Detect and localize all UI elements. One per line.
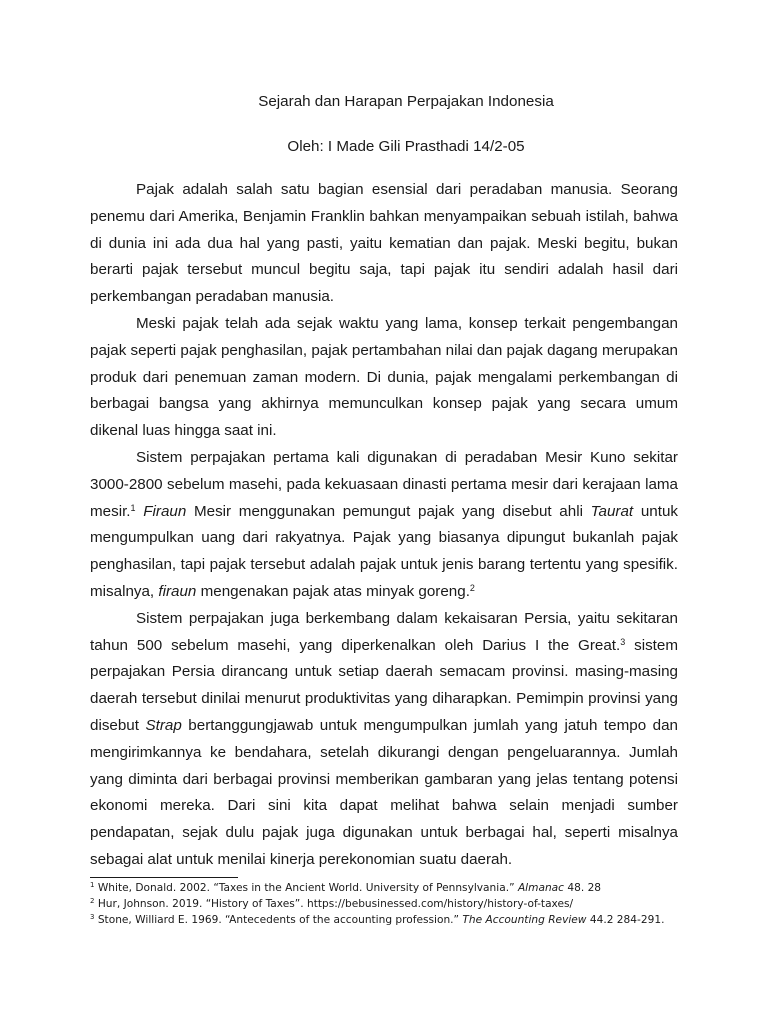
paragraph-4-text-a: Sistem perpajakan juga berkembang dalam kekaisaran Persia, yaitu sekitaran tahun 500 sebelum masehi, yang diperkenalkan oleh Darius I the Great. — [90, 609, 678, 654]
footnote-ref-1: 1 — [130, 502, 136, 513]
document-body — [90, 177, 678, 874]
paragraph-3-italic-taurat: Taurat — [590, 502, 634, 520]
footnote-1-italic: Almanac — [517, 882, 564, 894]
footnote-1-number: 1 — [90, 881, 95, 889]
document-title: Sejarah dan Harapan Perpajakan Indonesia — [258, 93, 554, 110]
footnote-2 — [90, 896, 690, 912]
footnote-1-text: White, Donald. 2002. “Taxes in the Ancient World. University of Pennsylvania.” — [94, 882, 518, 894]
paragraph-3 — [90, 445, 678, 606]
document-author: Oleh: I Made Gili Prasthadi 14/2-05 — [287, 138, 525, 155]
footnote-2-number: 2 — [90, 897, 95, 905]
footnote-3-italic: The Accounting Review — [462, 914, 587, 926]
footnote-3 — [90, 912, 690, 928]
paragraph-4 — [90, 606, 678, 874]
paragraph-4-text-b: sistem perpajakan Persia dirancang untuk setiap daerah semacam provinsi. masing-masing daerah tersebut dinilai menurut produktivitas yang diharapkan. Pemimpin provinsi yang disebut — [90, 636, 678, 734]
footnote-3-text: Stone, Williard E. 1969. “Antecedents of the accounting profession.” — [94, 914, 463, 926]
paragraph-4-italic-strap: Strap — [145, 716, 182, 734]
paragraph-3-text-c: Mesir menggunakan pemungut pajak yang disebut ahli — [186, 502, 591, 520]
paragraph-3-text-a: Sistem perpajakan pertama kali digunakan di peradaban Mesir Kuno sekitar 3000-2800 sebelum masehi, pada kekuasaan dinasti pertama mesir dari kerajaan lama mesir. — [90, 448, 678, 520]
footnote-3-tail: 44.2 284-291. — [586, 914, 665, 926]
paragraph-2: Meski pajak telah ada sejak waktu yang lama, konsep terkait pengembangan pajak seperti pajak penghasilan, pajak pertambahan nilai dan pajak dagang merupakan produk dari penemuan zaman modern. Di dunia, pajak mengalami perkembangan di berbagai bangsa yang akhirnya memunculkan konsep pajak yang secara umum dikenal luas hingga saat ini. — [90, 314, 678, 440]
paragraph-4-text-d: bertanggungjawab untuk mengumpulkan jumlah yang jatuh tempo dan mengirimkannya ke bendahara, setelah dikurangi dengan pengeluarannya. Jumlah yang diminta dari berbagai provinsi memberikan gambaran yang jelas tentang potensi ekonomi mereka. Dari sini kita dapat melihat bahwa selain menjadi sumber pendapatan, sejak dulu pajak juga digunakan untuk berbagai hal, seperti misalnya sebagai alat untuk menilai kinerja perekonomian suatu daerah. — [90, 716, 678, 868]
paragraph-1: Pajak adalah salah satu bagian esensial dari peradaban manusia. Seorang penemu dari Amerika, Benjamin Franklin bahkan menyampaikan sebuah istilah, bahwa di dunia ini ada dua hal yang pasti, yaitu kematian dan pajak. Meski begitu, bukan berarti pajak tersebut muncul begitu saja, tapi pajak itu sendiri adalah hasil dari perkembangan peradaban manusia. — [90, 181, 678, 306]
footnote-2-text: Hur, Johnson. 2019. “History of Taxes”. https://bebusinessed.com/history/history-of-taxes/ — [94, 898, 574, 910]
footnote-ref-3: 3 — [620, 636, 626, 647]
footnote-1-tail: 48. 28 — [563, 882, 602, 894]
paragraph-3-italic-firaun-2: firaun — [158, 582, 197, 600]
footnote-ref-2: 2 — [469, 582, 475, 593]
paragraph-3-text-g: mengenakan pajak atas minyak goreng. — [196, 582, 470, 600]
footnotes — [90, 880, 690, 928]
paragraph-3-italic-firaun: Firaun — [143, 502, 187, 520]
footnote-separator — [90, 877, 238, 878]
footnote-3-number: 3 — [90, 913, 95, 921]
footnote-1 — [90, 880, 690, 896]
paragraph-3-text-e: untuk mengumpulkan uang dari rakyatnya. Pajak yang biasanya dipungut bukanlah pajak penghasilan, tapi pajak tersebut adalah pajak untuk jenis barang tertentu yang spesifik. misalnya, — [90, 502, 678, 600]
